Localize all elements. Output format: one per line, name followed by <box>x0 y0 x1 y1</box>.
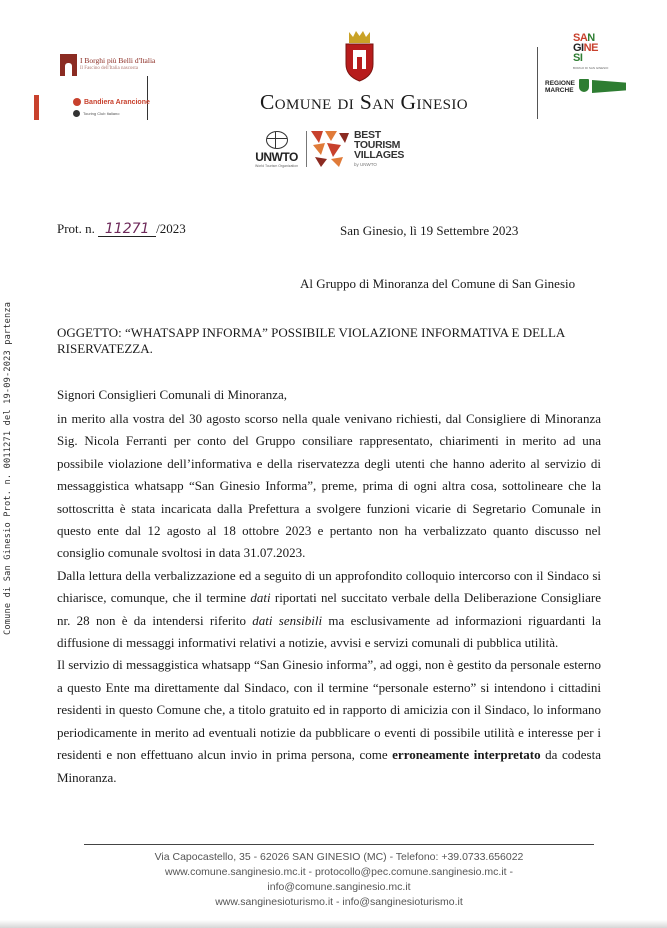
right-logo-divider <box>537 47 538 119</box>
btv-by-label: by UNWTO <box>354 162 377 167</box>
prot-year: /2023 <box>156 221 186 236</box>
salutation: Signori Consiglieri Comunali di Minoranza, <box>57 387 288 402</box>
bandiera-label: Bandiera Arancione <box>84 98 150 106</box>
unwto-logo <box>255 131 298 168</box>
municipal-crest-icon <box>343 30 376 82</box>
marche-badge-icon <box>592 80 626 93</box>
protocol-number <box>57 221 186 237</box>
letter-body <box>57 408 601 789</box>
red-accent-bar <box>34 95 39 120</box>
footer-tourism: www.sanginesioturismo.it - info@sanginesioturismo.it <box>215 896 463 908</box>
btv-divider <box>306 131 307 167</box>
footer-contacts <box>84 850 594 910</box>
subject-line: OGGETTO: “WHATSAPP INFORMA” POSSIBILE VIOLAZIONE INFORMATIVA E DELLA RISERVATEZZA. <box>57 325 565 356</box>
tower-icon <box>60 54 77 76</box>
regione-shield-icon <box>579 79 589 92</box>
paragraph-2: Dalla lettura della verbalizzazione ed a seguito di un approfondito colloquio intercorso con il Sindaco si chiarisce, comunque, che il termine dati riportati nel succitato verbale della Deliberazione Consigliare nr. 28 non è da intendersi riferito dati sensibili ma esclusivamente ad informazioni riguardanti la diffusione di messaggi informativi relativi a notizie, avvisi e servizi comunali di pubblica utilità. <box>57 567 601 651</box>
prot-number-handwritten: 11271 <box>98 222 156 237</box>
san-ginesio-sub: BORGO DI SAN GINESIO <box>573 66 609 70</box>
unwto-sub-label: World Tourism Organization <box>255 164 299 168</box>
regione-marche-label: REGIONE MARCHE <box>545 80 575 94</box>
paragraph-3: Il servizio di messaggistica whatsapp “San Ginesio informa”, ad oggi, non è gestito da personale esterno a questo Ente ma direttamente dal Sindaco, con il termine “personale esterno” si intendono i cittadini residenti in questo Comune che, a titolo gratuito ed in rapporto di amicizia con il Sindaco, lo informano periodicamente in merito ad eventuali notizie da pubblicare o eventi di possibile utilità e interesse per i residenti e non effettuano alcun invio in prima persona, come erroneamente interpretato da codesta Minoranza. <box>57 657 601 785</box>
footer-web-pec: www.comune.sanginesio.mc.it - protocollo@pec.comune.sanginesio.mc.it - <box>165 866 513 878</box>
globe-icon <box>266 131 288 149</box>
prot-label: Prot. n. <box>57 221 95 236</box>
best-tourism-villages-label: BEST TOURISM VILLAGES <box>354 129 405 161</box>
borghi-logo <box>60 54 155 76</box>
san-ginesio-logo: SAN GINE SI <box>573 32 598 64</box>
recipient: Al Gruppo di Minoranza del Comune di San Ginesio <box>300 276 576 291</box>
footer-email: info@comune.sanginesio.mc.it <box>267 881 411 893</box>
touring-club-label: Touring Club Italiano <box>83 111 120 116</box>
scan-edge <box>0 920 667 928</box>
page-title: Comune di San Ginesio <box>260 90 468 114</box>
letter-date: San Ginesio, lì 19 Settembre 2023 <box>340 223 519 238</box>
touring-club-logo <box>73 110 119 117</box>
borghi-label: I Borghi più Belli d'Italia <box>80 56 156 65</box>
protocol-stamp: Comune di San Ginesio Prot. n. 0011271 del 19-09-2023 partenza <box>3 301 13 635</box>
borghi-sub: Il Fascino dell'Italia nascosta <box>80 66 138 71</box>
bandiera-arancione-logo <box>73 98 150 106</box>
flag-icon <box>73 98 81 106</box>
touring-club-icon <box>73 110 80 117</box>
footer-address: Via Capocastello, 35 - 62026 SAN GINESIO (MC) - Telefono: +39.0733.656022 <box>154 851 524 863</box>
best-tourism-villages-mark-icon <box>311 131 349 167</box>
paragraph-1: in merito alla vostra del 30 agosto scorso nella quale venivano richiesti, dal Consigliere di Minoranza Sig. Nicola Ferranti per conto del Gruppo consiliare rappresentato, chiarimenti in merito ad una possibile violazione dell’informativa e della riservatezza degli utenti che hanno aderito al servizio di messaggistica whatsapp “San Ginesio Informa”, preme, prima di ogni altra cosa, sottolineare che la sottoscritta è stata incaricata dalla Prefettura a svolgere funzioni vicarie di Segretario Comunale in questo ente dal 12 agosto al 18 ottobre 2023 e pertanto non ha verbalizzato quanto discusso nel consiglio comunale svoltosi in data 31.07.2023. <box>57 411 601 561</box>
footer-divider <box>84 844 594 845</box>
unwto-label: UNWTO <box>255 150 298 164</box>
